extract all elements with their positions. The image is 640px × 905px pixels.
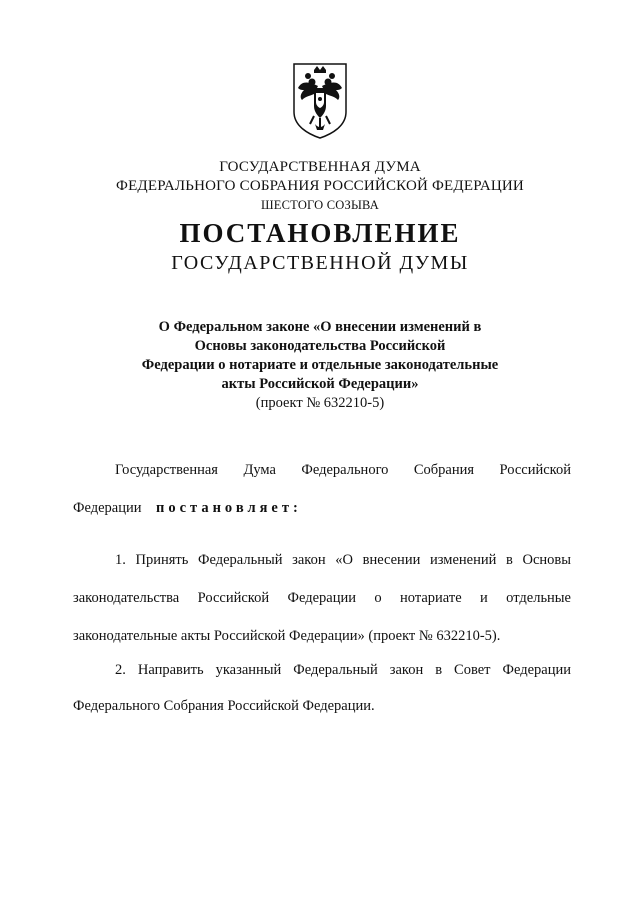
document-title: ПОСТАНОВЛЕНИЕ [179,218,461,248]
issuer-line-2: ФЕДЕРАЛЬНОГО СОБРАНИЯ РОССИЙСКОЙ ФЕДЕРАЦИИ [116,178,524,194]
subject-line-4: акты Российской Федерации» [221,376,419,392]
issuer-line-1: ГОСУДАРСТВЕННАЯ ДУМА [219,159,421,175]
subject-line-1: О Федеральном законе «О внесении изменений в [158,319,482,335]
preamble-line-2 [73,498,571,518]
preamble-line-1: Государственная Дума Федерального Собрания Российской [115,462,571,478]
subject-block [120,318,520,413]
preamble-line-2-start: Федерации [73,500,142,516]
item-1-line-2: законодательства Российской Федерации о нотариате и отдельные [73,590,571,606]
item-2-line-1: 2. Направить указанный Федеральный закон в Совет Федерации [115,662,571,678]
issuer-line-3: ШЕСТОГО СОЗЫВА [260,198,380,212]
project-number: (проект № 632210-5) [255,395,385,411]
resolves-emphasis: постановляет: [155,500,302,516]
item-2-line-2: Федерального Собрания Российской Федерации. [73,698,375,714]
item-1-line-3: законодательные акты Российской Федерации» (проект № 632210-5). [73,628,501,644]
item-1-line-1: 1. Принять Федеральный закон «О внесении изменений в Основы [115,552,571,568]
document-subtitle: ГОСУДАРСТВЕННОЙ ДУМЫ [171,252,469,274]
subject-line-3: Федерации о нотариате и отдельные законодательные [141,357,499,373]
subject-line-2: Основы законодательства Российской [194,338,446,354]
coat-of-arms-icon [288,60,352,140]
